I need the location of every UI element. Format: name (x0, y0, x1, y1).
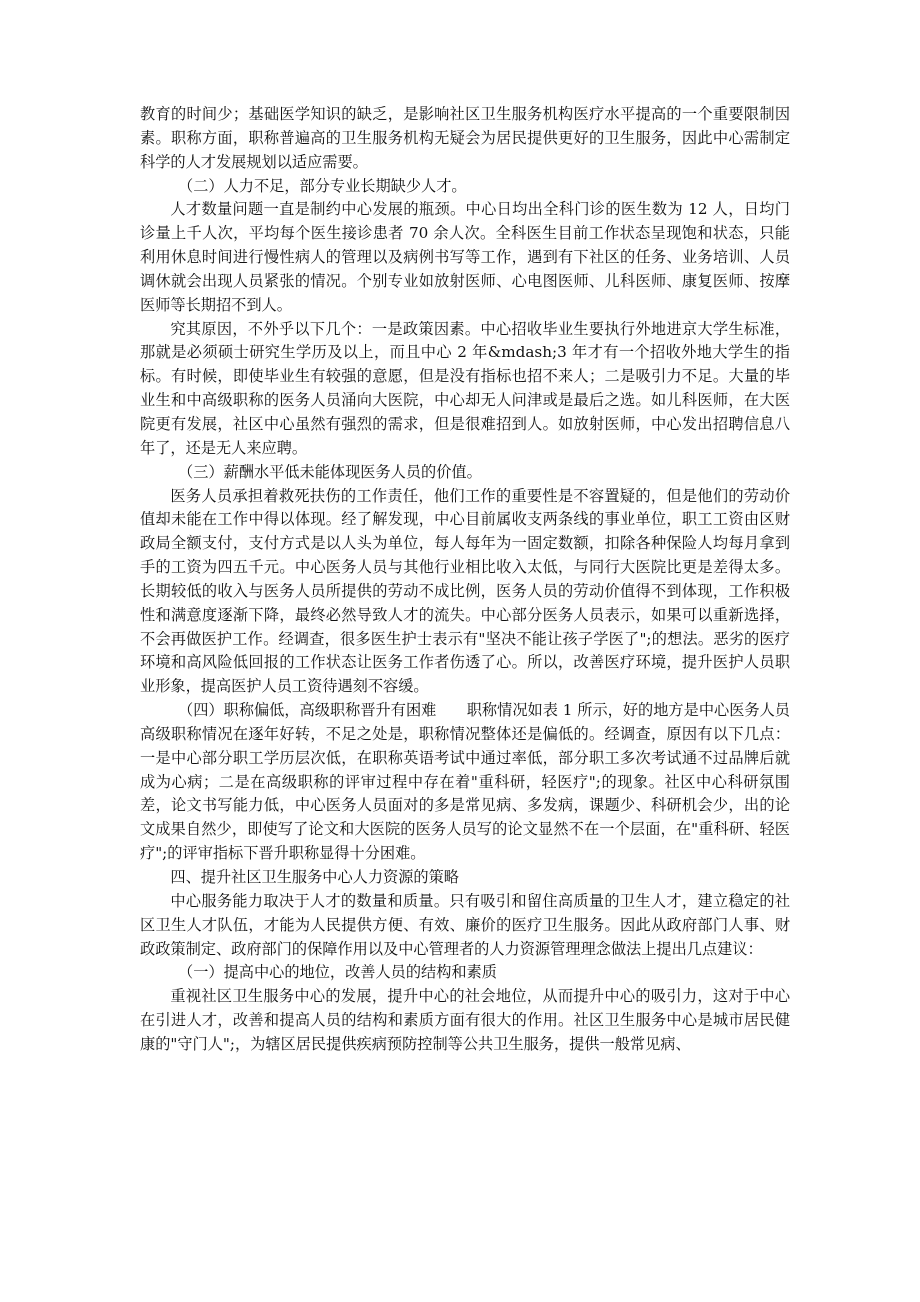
paragraph-titles: （四）职称偏低，高级职称晋升有困难 职称情况如表 1 所示，好的地方是中心医务人员高级职称情况在逐年好转，不足之处是，职称情况整体还是偏低的。经调查，原因有以下几点：一是中心部分职工学历层次低，在职称英语考试中通过率低，部分职工多次考试通不过品牌后就成为心病；二是在高级职称的评审过程中存在着"重科研，轻医疗";的现象。社区中心科研氛围差，论文书写能力低，中心医务人员面对的多是常见病、多发病，课题少、科研机会少，出的论文成果自然少，即使写了论文和大医院的医务人员写的论文显然不在一个层面，在"重科研、轻医疗";的评审指标下晋升职称显得十分困难。 (140, 701, 790, 863)
subsection-heading-1: （一）提高中心的地位，改善人员的结构和素质 (178, 963, 497, 982)
paragraph-status: 重视社区卫生服务中心的发展，提升中心的社会地位，从而提升中心的吸引力，这对于中心在引进人才，改善和提高人员的结构和素质方面有很大的作用。社区卫生服务中心是城市居民健康的"守门人";，为辖区居民提供疾病预防控制等公共卫生服务，提供一般常见病、 (140, 987, 790, 1053)
paragraph-staff-shortage: 人才数量问题一直是制约中心发展的瓶颈。中心日均出全科门诊的医生数为 12 人，日均门诊量上千人次，平均每个医生接诊患者 70 余人次。全科医生目前工作状态呈现饱和状态，只能利用休息时间进行慢性病人的管理以及病例书写等工作，遇到有下社区的任务、业务培训、人员调休就会出现人员紧张的情况。个别专业如放射医师、心电图医师、儿科医师、康复医师、按摩医师等长期招不到人。 (140, 200, 790, 314)
paragraph-salary: 医务人员承担着救死扶伤的工作责任，他们工作的重要性是不容置疑的，但是他们的劳动价值却未能在工作中得以体现。经了解发现，中心目前属收支两条线的事业单位，职工工资由区财政局全额支付，支付方式是以人头为单位，每人每年为一固定数额，扣除各种保险人均每月拿到手的工资为四五千元。中心医务人员与其他行业相比收入太低，与同行大医院比更是差得太多。长期较低的收入与医务人员所提供的劳动不成比例，医务人员的劳动价值得不到体现，工作积极性和满意度逐渐下降，最终必然导致人才的流失。中心部分医务人员表示，如果可以重新选择，不会再做医护工作。经调查，很多医生护士表示有"坚决不能让孩子学医了";的想法。恶劣的医疗环境和高风险低回报的工作状态让医务工作者伤透了心。所以，改善医疗环境，提升医护人员职业形象，提高医护人员工资待遇刻不容缓。 (140, 486, 790, 696)
section-heading-2: （二）人力不足，部分专业长期缺少人才。 (178, 176, 467, 195)
section-heading-4: 四、提升社区卫生服务中心人力资源的策略 (170, 868, 459, 886)
paragraph-reasons: 究其原因，不外乎以下几个：一是政策因素。中心招收毕业生要执行外地进京大学生标准，那就是必须硕士研究生学历及以上，而且中心 2 年&mdash;3 年才有一个招收外地大学生的指标。有时候，即使毕业生有较强的意愿，但是没有指标也招不来人；二是吸引力不足。大量的毕业生和中高级职称的医务人员涌向大医院，中心却无人问津或是最后之选。如儿科医师，在大医院更有发展，社区中心虽然有强烈的需求，但是很难招到人。如放射医师，中心发出招聘信息八年了，还是无人来应聘。 (140, 319, 790, 457)
paragraph-continuation: 教育的时间少；基础医学知识的缺乏，是影响社区卫生服务机构医疗水平提高的一个重要限制因素。职称方面，职称普遍高的卫生服务机构无疑会为居民提供更好的卫生服务，因此中心需制定科学的人才发展规划以适应需要。 (140, 105, 790, 171)
section-heading-3: （三）薪酬水平低未能体现医务人员的价值。 (178, 462, 482, 481)
document-page (140, 103, 790, 1057)
paragraph-strategy-intro: 中心服务能力取决于人才的数量和质量。只有吸引和留住高质量的卫生人才，建立稳定的社区卫生人才队伍，才能为人民提供方便、有效、廉价的医疗卫生服务。因此从政府部门人事、财政政策制定、政府部门的保障作用以及中心管理者的人力资源管理理念做法上提出几点建议： (140, 891, 790, 958)
